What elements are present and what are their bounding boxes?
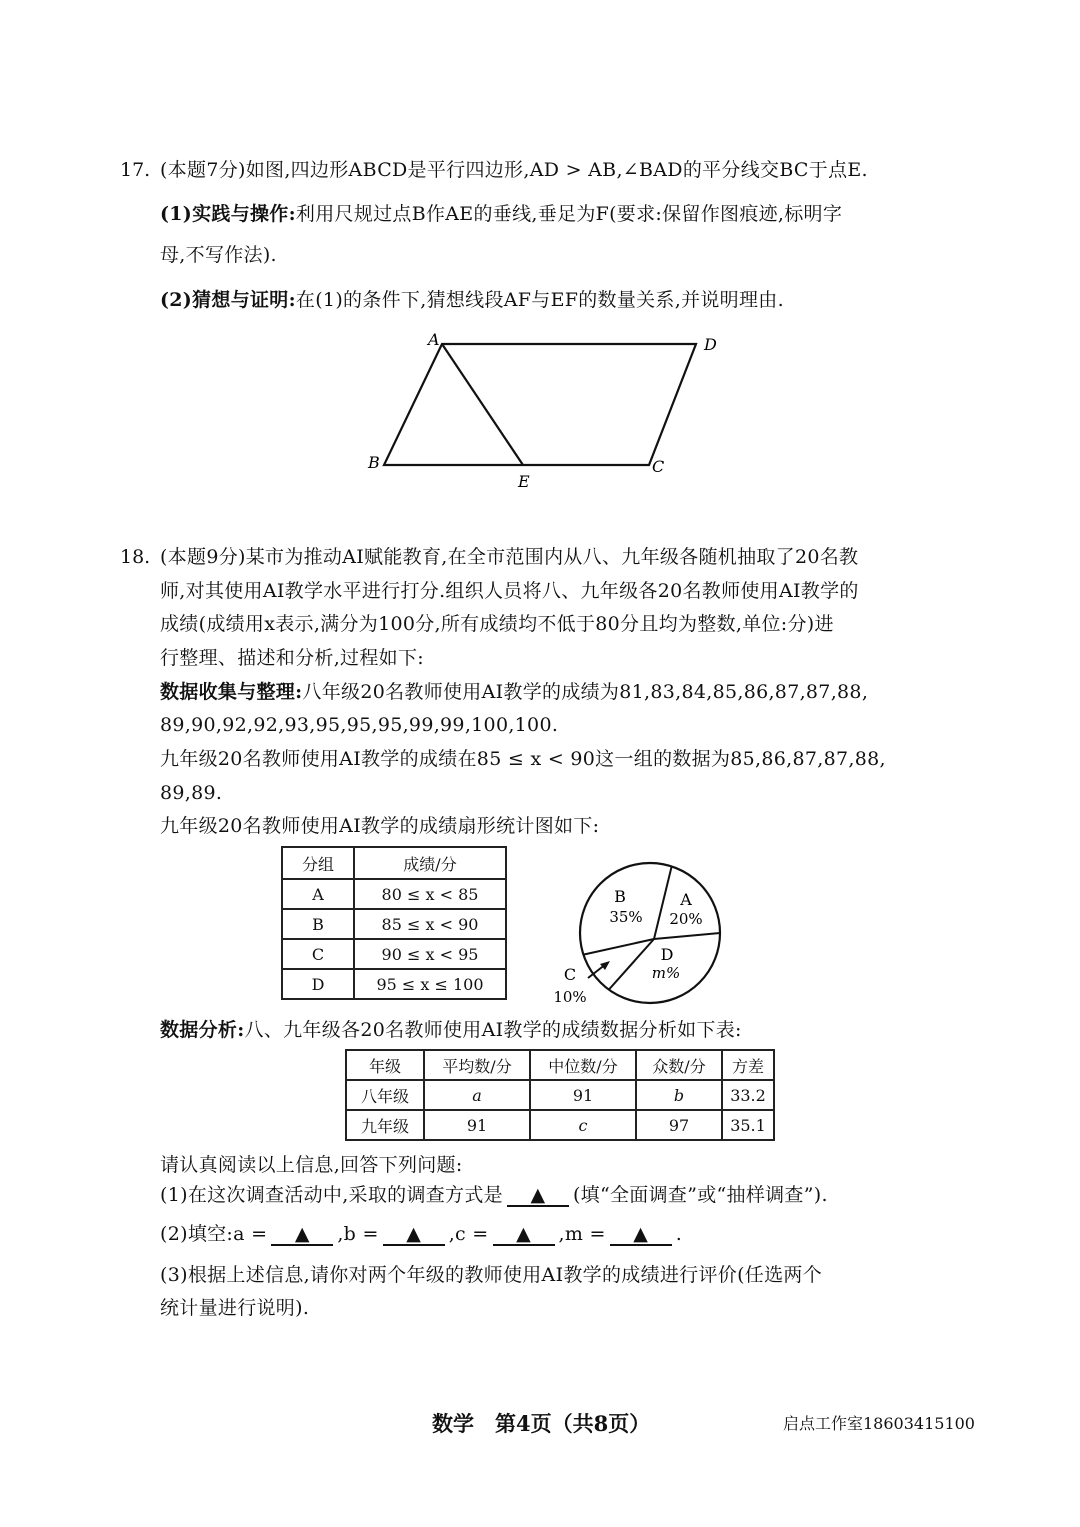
stats-header: 中位数/分	[530, 1050, 636, 1080]
stats-cell: 33.2	[722, 1080, 774, 1110]
answer-blank-a[interactable]: ▲	[271, 1224, 333, 1246]
label-a: A	[428, 330, 440, 349]
pie-label-a: A	[680, 890, 692, 909]
q18-ninth-1: 九年级20名教师使用AI教学的成绩在85 ≤ x < 90这一组的数据为85,86,87,87,88,	[160, 748, 886, 770]
label-c: C	[652, 457, 665, 476]
q17-stem: (本题7分)如图,四边形ABCD是平行四边形,AD > AB,∠BAD的平分线交BC于点E.	[160, 159, 868, 181]
q18-sub3: (3)根据上述信息,请你对两个年级的教师使用AI教学的成绩进行评价(任选两个	[160, 1264, 822, 1286]
pie-value-b: 35%	[609, 908, 643, 926]
pie-outline	[580, 863, 720, 1003]
q18-sub2-d: ,m =	[558, 1223, 606, 1245]
answer-blank-b[interactable]: ▲	[383, 1224, 445, 1246]
studio-stamp: 启点工作室18603415100	[783, 1414, 975, 1433]
q17-part2-text: 在(1)的条件下,猜想线段AF与EF的数量关系,并说明理由.	[295, 289, 784, 311]
q18-sub2-a: (2)填空:a =	[160, 1223, 268, 1245]
q18-ninth-2: 89,89.	[160, 782, 223, 804]
stats-cell: 97	[636, 1110, 722, 1140]
q18-analysis-label: 数据分析:	[160, 1019, 245, 1041]
q17-part1-text: 利用尺规过点B作AE的垂线,垂足为F(要求:保留作图痕迹,标明字	[295, 203, 843, 225]
group-cell: 95 ≤ x ≤ 100	[354, 969, 506, 999]
q17-part1-label: (1)实践与操作:	[160, 203, 296, 225]
group-cell: 85 ≤ x < 90	[354, 909, 506, 939]
stats-cell: 91	[424, 1110, 530, 1140]
q18-analysis	[160, 1017, 742, 1043]
q18-collect-label: 数据收集与整理:	[160, 681, 303, 703]
pie-value-a: 20%	[669, 910, 703, 928]
q17-part2	[160, 287, 784, 313]
q18-sub1	[160, 1182, 828, 1208]
answer-blank[interactable]: ▲	[507, 1185, 569, 1207]
pie-label-b: B	[614, 887, 626, 906]
q18-sub2	[160, 1221, 682, 1247]
stats-table	[345, 1049, 775, 1141]
stats-cell: 35.1	[722, 1110, 774, 1140]
stats-cell: c	[530, 1110, 636, 1140]
q18-number: 18.	[120, 546, 151, 568]
q18-stem-1: (本题9分)某市为推动AI赋能教育,在全市范围内从八、九年级各随机抽取了20名教	[160, 546, 859, 568]
stats-header: 平均数/分	[424, 1050, 530, 1080]
group-table-header: 成绩/分	[354, 847, 506, 879]
group-cell: A	[282, 879, 354, 909]
group-cell: B	[282, 909, 354, 939]
group-cell: C	[282, 939, 354, 969]
q18-collect	[160, 679, 868, 705]
q18-sub1-a: (1)在这次调查活动中,采取的调查方式是	[160, 1184, 503, 1206]
pie-value-d: m%	[651, 964, 681, 982]
pie-value-c: 10%	[553, 988, 587, 1006]
pie-label-c: C	[563, 965, 577, 984]
q18-stem-2: 师,对其使用AI教学水平进行打分.组织人员将八、九年级各20名教师使用AI教学的	[160, 580, 859, 602]
q18-sub2-c: ,c =	[448, 1223, 489, 1245]
pie-slice-boundary-a	[654, 866, 672, 939]
q18-sub2-b: ,b =	[337, 1223, 379, 1245]
group-cell: 80 ≤ x < 85	[354, 879, 506, 909]
q17-part1	[160, 201, 842, 227]
group-table-header: 分组	[282, 847, 354, 879]
stats-header: 方差	[722, 1050, 774, 1080]
parallelogram-abcd	[384, 344, 696, 465]
pie-chart	[540, 860, 740, 1010]
pie-slice-boundary-d	[654, 933, 720, 939]
q17-number: 17.	[120, 159, 151, 181]
label-e: E	[518, 472, 530, 491]
q18-prompt: 请认真阅读以上信息,回答下列问题:	[160, 1154, 463, 1176]
group-cell: 90 ≤ x < 95	[354, 939, 506, 969]
stats-cell: a	[424, 1080, 530, 1110]
q18-pie-intro: 九年级20名教师使用AI教学的成绩扇形统计图如下:	[160, 815, 600, 837]
parallelogram-figure	[360, 330, 730, 495]
label-b: B	[368, 453, 380, 472]
q18-collect-cont: 89,90,92,92,93,95,95,95,99,99,100,100.	[160, 714, 559, 736]
stats-header: 年级	[346, 1050, 424, 1080]
segment-ae	[442, 344, 523, 465]
stats-cell: b	[636, 1080, 722, 1110]
q18-sub3-cont: 统计量进行说明).	[160, 1297, 310, 1319]
q18-stem-3: 成绩(成绩用x表示,满分为100分,所有成绩均不低于80分且均为整数,单位:分)进	[160, 613, 834, 635]
stats-cell: 八年级	[346, 1080, 424, 1110]
pie-label-d: D	[660, 945, 674, 964]
q18-collect-text: 八年级20名教师使用AI教学的成绩为81,83,84,85,86,87,87,88,	[302, 681, 869, 703]
answer-blank-m[interactable]: ▲	[610, 1224, 672, 1246]
q18-sub1-b: (填“全面调查”或“抽样调查”).	[572, 1184, 828, 1206]
page-footer: 数学 第4页（共8页）	[432, 1411, 651, 1436]
stats-cell: 九年级	[346, 1110, 424, 1140]
group-table	[281, 846, 507, 1000]
label-d: D	[704, 335, 717, 354]
stats-cell: 91	[530, 1080, 636, 1110]
answer-blank-c[interactable]: ▲	[493, 1224, 555, 1246]
stats-header: 众数/分	[636, 1050, 722, 1080]
q17-part2-label: (2)猜想与证明:	[160, 289, 296, 311]
group-cell: D	[282, 969, 354, 999]
q18-stem-4: 行整理、描述和分析,过程如下:	[160, 647, 424, 669]
q18-sub2-end: .	[675, 1223, 683, 1245]
q17-part1-cont: 母,不写作法).	[160, 244, 277, 266]
q18-analysis-text: 八、九年级各20名教师使用AI教学的成绩数据分析如下表:	[244, 1019, 742, 1041]
